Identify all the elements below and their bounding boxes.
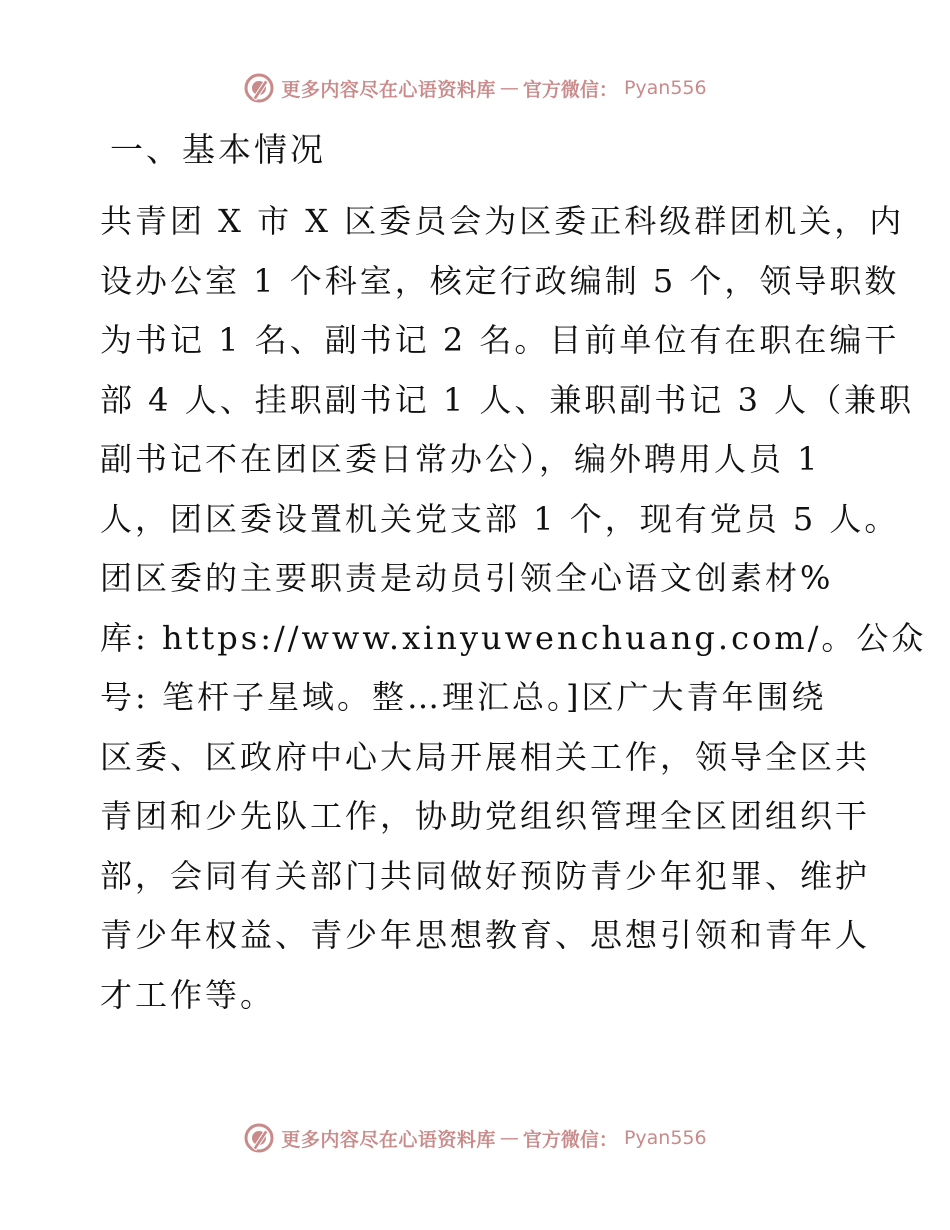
watermark-wechat-label: 官方微信： xyxy=(522,78,618,101)
body-line: 副书记不在团区委日常办公），编外聘用人员 1 xyxy=(100,440,821,478)
watermark-wechat-label: 官方微信： xyxy=(522,1128,618,1151)
watermark-dash: — xyxy=(499,1127,519,1149)
body-line: 号: 笔杆子星域。整…理汇总。]区广大青年围绕 xyxy=(100,678,827,716)
body-line: 共青团 X 市 X 区委员会为区委正科级群团机关，内 xyxy=(100,202,905,240)
body-paragraph xyxy=(100,197,927,1030)
watermark-wechat-id: Pyan556 xyxy=(623,77,707,99)
watermark-wechat-id: Pyan556 xyxy=(623,1127,707,1149)
body-line: 部，会同有关部门共同做好预防青少年犯罪、维护 xyxy=(100,856,871,895)
body-line: 青少年权益、青少年思想教育、思想引领和青年人 xyxy=(100,916,871,954)
body-line: 库: https://www.xinyuwenchuang.com/。公众 xyxy=(100,618,927,657)
body-line: 人，团区委设置机关党支部 1 个，现有党员 5 人。 xyxy=(100,499,900,538)
body-line: 青团和少先队工作，协助党组织管理全区团组织干 xyxy=(100,797,871,835)
section-heading: 一、基本情况 xyxy=(110,130,326,169)
body-line: 才工作等。 xyxy=(100,975,276,1014)
watermark-text: 更多内容尽在心语资料库 xyxy=(281,78,496,101)
header-watermark xyxy=(0,72,950,104)
body-line: 为书记 1 名、副书记 2 名。目前单位有在职在编干 xyxy=(100,321,900,359)
footer-watermark xyxy=(0,1122,950,1154)
body-line: 部 4 人、挂职副书记 1 人、兼职副书记 3 人（兼职 xyxy=(100,380,915,419)
pen-logo-icon xyxy=(243,1122,275,1154)
pen-logo-icon xyxy=(243,72,275,104)
watermark-dash: — xyxy=(499,77,519,99)
body-line: 团区委的主要职责是动员引领全心语文创素材% xyxy=(100,559,834,597)
body-line: 区委、区政府中心大局开展相关工作，领导全区共 xyxy=(100,737,871,776)
watermark-text: 更多内容尽在心语资料库 xyxy=(281,1128,496,1151)
body-line: 设办公室 1 个科室，核定行政编制 5 个，领导职数 xyxy=(100,261,900,300)
